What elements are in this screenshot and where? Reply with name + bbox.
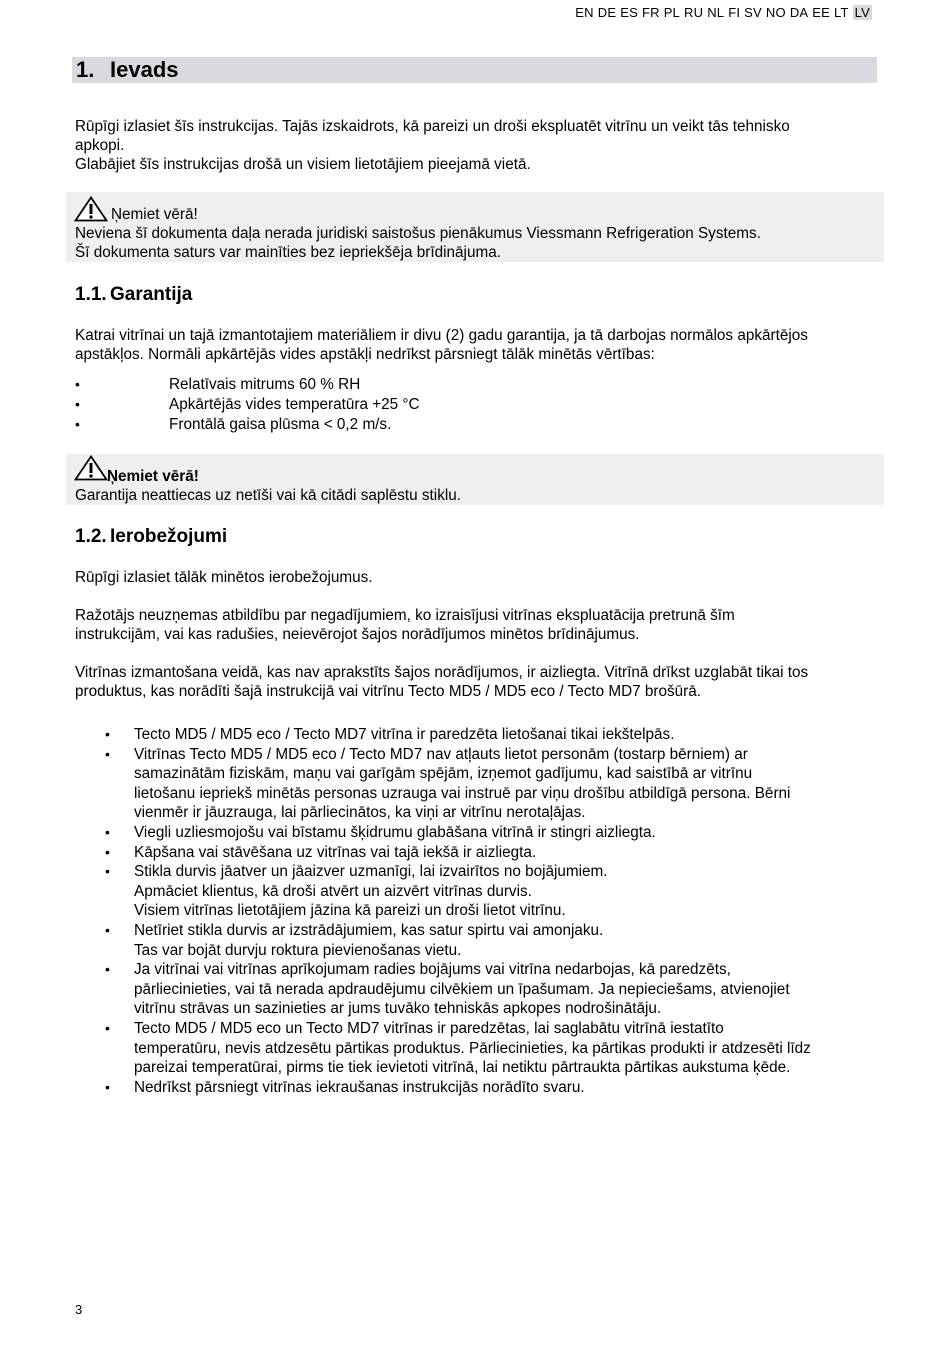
paragraph-line: Ražotājs neuzņemas atbildību par negadījumiem, ko izraisījusi vitrīnas ekspluatācija pretrunā šīm xyxy=(75,607,735,624)
page-number: 3 xyxy=(75,1302,83,1317)
section-heading-1-1 xyxy=(75,284,192,306)
list-item xyxy=(105,725,885,745)
language-pl: PL xyxy=(663,5,680,20)
warning-triangle-icon xyxy=(74,196,108,222)
section-number: 1.1. xyxy=(75,284,107,305)
intro-paragraph xyxy=(75,117,875,174)
language-en: EN xyxy=(575,5,594,20)
section-title: Ierobežojumi xyxy=(110,526,228,547)
list-item-line: vitrīnu strāvas un sazinieties ar jums tuvāko tehniskās apkopes nodrošinātāju. xyxy=(134,1000,662,1018)
note-box xyxy=(66,454,884,505)
restrictions-paragraph xyxy=(75,606,875,644)
language-no: NO xyxy=(765,5,786,20)
list-item xyxy=(105,745,885,823)
list-item-line: Visiem vitrīnas lietotājiem jāzina kā pareizi un droši lietot vitrīnu. xyxy=(134,902,566,920)
list-item xyxy=(105,843,885,863)
list-item-line: pareizai temperatūrai, pirms tie tiek ievietoti vitrīnā, lai netiktu pārtraukta pārtikas aukstuma ķēde. xyxy=(134,1059,791,1077)
list-item-line: pārliecinieties, vai tā nerada apdraudējumu cilvēkiem un īpašumam. Ja nepieciešams, atvienojiet xyxy=(134,980,790,998)
list-item-line: Tas var bojāt durvju roktura pievienošanas vietu. xyxy=(134,941,462,959)
list-item-line: • Tecto MD5 / MD5 eco / Tecto MD7 vitrīna ir paredzēta lietošanai tikai iekštelpās. xyxy=(134,726,675,743)
language-es: ES xyxy=(620,5,638,20)
list-item-line: • Vitrīnas Tecto MD5 / MD5 eco / Tecto MD7 nav atļauts lietot personām (tostarp bērniem) ar xyxy=(134,745,748,763)
warranty-paragraph xyxy=(75,326,875,364)
list-item-line: • Kāpšana vai stāvēšana uz vitrīnas vai tajā iekšā ir aizliegta. xyxy=(134,843,537,861)
list-item-line: • Tecto MD5 / MD5 eco un Tecto MD7 vitrīnas ir paredzētas, lai saglabātu vitrīnā iestatīto xyxy=(134,1019,724,1037)
list-item xyxy=(105,921,885,960)
warranty-conditions-list xyxy=(75,375,875,435)
warranty-line: apstākļos. Normāli apkārtējās vides apstākļi nedrīkst pārsniegt tālāk minētās vērtības: xyxy=(75,346,655,363)
language-sv: SV xyxy=(744,5,762,20)
section-heading-1 xyxy=(72,57,877,83)
restrictions-intro xyxy=(75,568,875,587)
language-de: DE xyxy=(597,5,617,20)
list-item xyxy=(105,1078,885,1098)
paragraph-line: instrukcijām, vai kas radušies, neievērojot šajos norādījumos minētos brīdinājumus. xyxy=(75,626,640,643)
note-box xyxy=(66,192,884,262)
note-title: Ņemiet vērā! xyxy=(111,206,198,223)
list-item-line: • Stikla durvis jāatver un jāaizver uzmanīgi, lai izvairītos no bojājumiem. xyxy=(134,863,608,881)
note-line: Neviena šī dokumenta daļa nerada juridiski saistošus pienākumus Viessmann Refrigeration Systems. xyxy=(75,225,761,242)
paragraph-line: Rūpīgi izlasiet tālāk minētos ierobežojumus. xyxy=(75,569,373,586)
list-item-line: Apmāciet klientus, kā droši atvērt un aizvērt vitrīnas durvis. xyxy=(134,882,532,900)
list-item-line: • Nedrīkst pārsniegt vitrīnas iekraušanas instrukcijās norādīto svaru. xyxy=(134,1078,585,1096)
section-title: Ievads xyxy=(110,57,179,82)
note-line: Garantija neattiecas uz netīši vai kā citādi saplēstu stiklu. xyxy=(75,487,462,504)
language-ee: EE xyxy=(812,5,831,20)
warning-triangle-icon xyxy=(74,455,108,481)
restrictions-paragraph xyxy=(75,663,875,701)
list-item: • Apkārtējās vides temperatūra +25 °C xyxy=(75,395,875,414)
language-selector xyxy=(571,5,872,20)
note-line: Šī dokumenta saturs var mainīties bez iepriekšēja brīdinājuma. xyxy=(75,244,501,261)
paragraph-line: produktus, kas norādīti šajā instrukcijā vai vitrīnu Tecto MD5 / MD5 eco / Tecto MD7 brošūrā. xyxy=(75,683,702,700)
language-fr: FR xyxy=(641,5,660,20)
list-item-line: temperatūru, nevis atdzesētu pārtikas produktus. Pārliecinieties, ka pārtikas produkti ir atdzesēti līdz xyxy=(134,1039,811,1057)
list-item xyxy=(105,1019,885,1078)
language-da: DA xyxy=(789,5,809,20)
intro-line: Rūpīgi izlasiet šīs instrukcijas. Tajās izskaidrots, kā pareizi un droši ekspluatēt vitrīnu un veikt tās tehnisko xyxy=(75,118,790,135)
list-item-line: • Netīriet stikla durvis ar izstrādājumiem, kas satur spirtu vai amonjaku. xyxy=(134,921,604,939)
list-item-line: lietošanu iepriekš minētās personas uzrauga vai instruē par viņu drošību atbildīgā persona. Bērni xyxy=(134,784,791,802)
intro-line: Glabājiet šīs instrukcijas drošā un visiem lietotājiem pieejamā vietā. xyxy=(75,156,531,173)
list-item xyxy=(105,960,885,1019)
list-item-line: • Viegli uzliesmojošu vai bīstamu šķidrumu glabāšana vitrīnā ir stingri aizliegta. xyxy=(134,823,656,841)
restrictions-list xyxy=(105,725,885,1097)
list-item xyxy=(105,862,885,921)
section-title: Garantija xyxy=(110,284,193,305)
list-item-line: vienmēr ir jāuzrauga, lai pārliecinātos, ka viņi ar vitrīnu nerotaļājas. xyxy=(134,804,586,822)
intro-line: apkopi. xyxy=(75,137,125,154)
list-item: • Frontālā gaisa plūsma < 0,2 m/s. xyxy=(75,415,875,434)
section-number: 1. xyxy=(76,57,95,82)
list-item xyxy=(105,823,885,843)
language-lt: LT xyxy=(834,5,849,20)
list-item-line: • Ja vitrīnai vai vitrīnas aprīkojumam radies bojājums vai vitrīna nedarbojas, kā paredzēts, xyxy=(134,961,731,979)
language-fi: FI xyxy=(728,5,741,20)
paragraph-line: Vitrīnas izmantošana veidā, kas nav aprakstīts šajos norādījumos, ir aizliegta. Vitrīnā drīkst uzglabāt tikai tos xyxy=(75,664,809,681)
list-item: • Relatīvais mitrums 60 % RH xyxy=(75,375,875,394)
section-heading-1-2 xyxy=(75,526,227,548)
warranty-line: Katrai vitrīnai un tajā izmantotajiem materiāliem ir divu (2) gadu garantija, ja tā darbojas normālos apkārtējos xyxy=(75,327,808,344)
language-ru: RU xyxy=(684,5,704,20)
language-lv: LV xyxy=(854,5,870,20)
language-nl: NL xyxy=(707,5,725,20)
note-title: Ņemiet vērā! xyxy=(107,468,199,485)
list-item-line: samazinātām fiziskām, maņu vai garīgām spējām, izņemot gadījumu, kad saistībā ar vitrīnu xyxy=(134,765,753,783)
section-number: 1.2. xyxy=(75,526,107,547)
